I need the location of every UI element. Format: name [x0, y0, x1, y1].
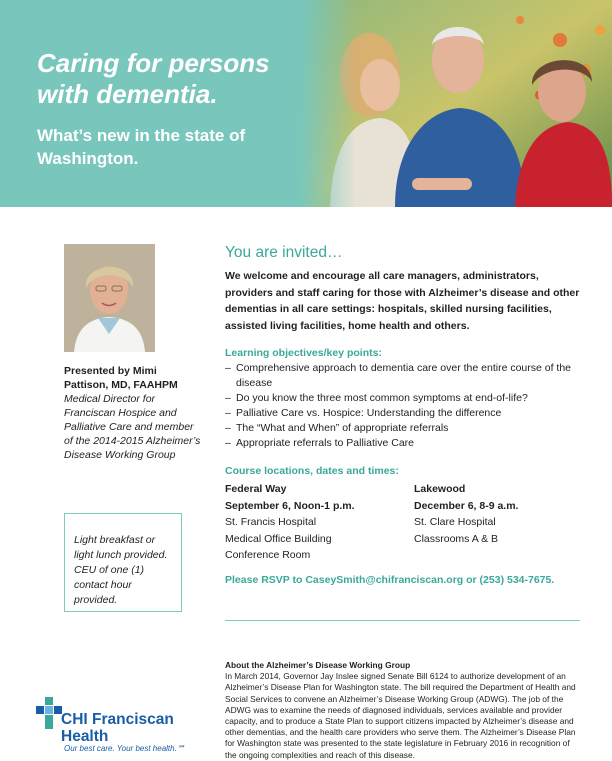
about-body: In March 2014, Governor Jay Inslee signed Senate Bill 6124 to authorize development of an Alzheimer’s Disease Plan for Washington state. The bill required the Department of Health and Social Services to convene an Alzheimer’s Disease Working Group (ADWG). The job of the ADWG was to examine the needs of diagnosed individuals, services available and provider capacity, and to produce a State Plan to support citizens impacted by Alzheimer’s disease and other dementias, and the health care providers who serve them. The Alzheimer’s Disease Plan for Washington state was presented to the state legislature in February 2016 in recognition of the ongoing complexities and reach of this disease. [225, 671, 576, 760]
list-item [225, 391, 580, 406]
locations-heading: Course locations, dates and times: [225, 465, 399, 477]
list-item [225, 421, 580, 436]
invite-intro: We welcome and encourage all care managers, administrators, providers and staff caring for those with Alzheimer’s disease and other dementias in all care settings: hospitals, skilled nursing facilities, assisted living facilities, home health and others. [225, 270, 580, 332]
location-line: Classrooms A & B [414, 532, 499, 545]
list-item [225, 361, 580, 391]
dash-bullet: – [225, 362, 231, 374]
invite-heading: You are invited… [225, 244, 343, 261]
dash-bullet: – [225, 392, 231, 404]
about-section [225, 660, 580, 761]
location-lakewood [414, 481, 518, 564]
location-line: St. Francis Hospital [225, 516, 317, 528]
location-name: Lakewood [414, 483, 466, 495]
rsvp-line[interactable]: Please RSVP to CaseySmith@chifranciscan.org or (253) 534-7675. [225, 573, 555, 586]
location-date: September 6, Noon-1 p.m. [225, 499, 355, 512]
objectives-list [225, 361, 580, 451]
hero-banner [0, 0, 612, 207]
objective-text: Palliative Care vs. Hospice: Understanding the difference [236, 407, 502, 419]
refreshments-note-box [64, 513, 182, 612]
location-federal-way [225, 481, 414, 564]
hero-title: Caring for persons with dementia. [37, 48, 270, 109]
dash-bullet: – [225, 422, 231, 434]
location-line: St. Clare Hospital [414, 516, 496, 528]
objectives-heading: Learning objectives/key points: [225, 347, 382, 359]
list-item [225, 436, 580, 451]
location-line: Medical Office Building [225, 532, 332, 545]
location-name: Federal Way [225, 483, 287, 495]
objective-text: Comprehensive approach to dementia care over the entire course of the disease [236, 362, 572, 389]
hero-photo [300, 0, 612, 207]
presenter-portrait [64, 244, 155, 352]
logo-tagline: Our best care. Your best health.℠ [64, 744, 185, 753]
objective-text: The “What and When” of appropriate referrals [236, 422, 449, 434]
presenter-info [64, 364, 204, 462]
objective-text: Appropriate referrals to Palliative Care [236, 437, 414, 449]
about-title: About the Alzheimer’s Disease Working Group [225, 660, 411, 670]
dash-bullet: – [225, 407, 231, 419]
logo-name-line: Health [61, 728, 109, 745]
logo-name [61, 711, 174, 745]
hero-subtitle: What’s new in the state of Washington. [37, 126, 246, 168]
dash-bullet: – [225, 437, 231, 449]
objective-text: Do you know the three most common symptoms at end-of-life? [236, 392, 528, 404]
list-item [225, 406, 580, 421]
location-date: December 6, 8-9 a.m. [414, 499, 519, 512]
locations-grid [225, 481, 580, 564]
chi-franciscan-logo [36, 697, 206, 757]
refreshments-note: Light breakfast or light lunch provided. CEU of one (1) contact hour provided. [74, 534, 168, 606]
presenter-bio: Medical Director for Franciscan Hospice and Palliative Care and member of the 2014-2015 Alzheimer’s Disease Working Group [64, 393, 201, 461]
logo-name-line: CHI Franciscan [61, 711, 174, 728]
location-line: Conference Room [225, 549, 311, 561]
cross-logo-icon [36, 697, 62, 733]
divider [225, 620, 580, 621]
main-content [225, 243, 580, 588]
presenter-name: Presented by Mimi Pattison, MD, FAAHPM [64, 365, 178, 391]
